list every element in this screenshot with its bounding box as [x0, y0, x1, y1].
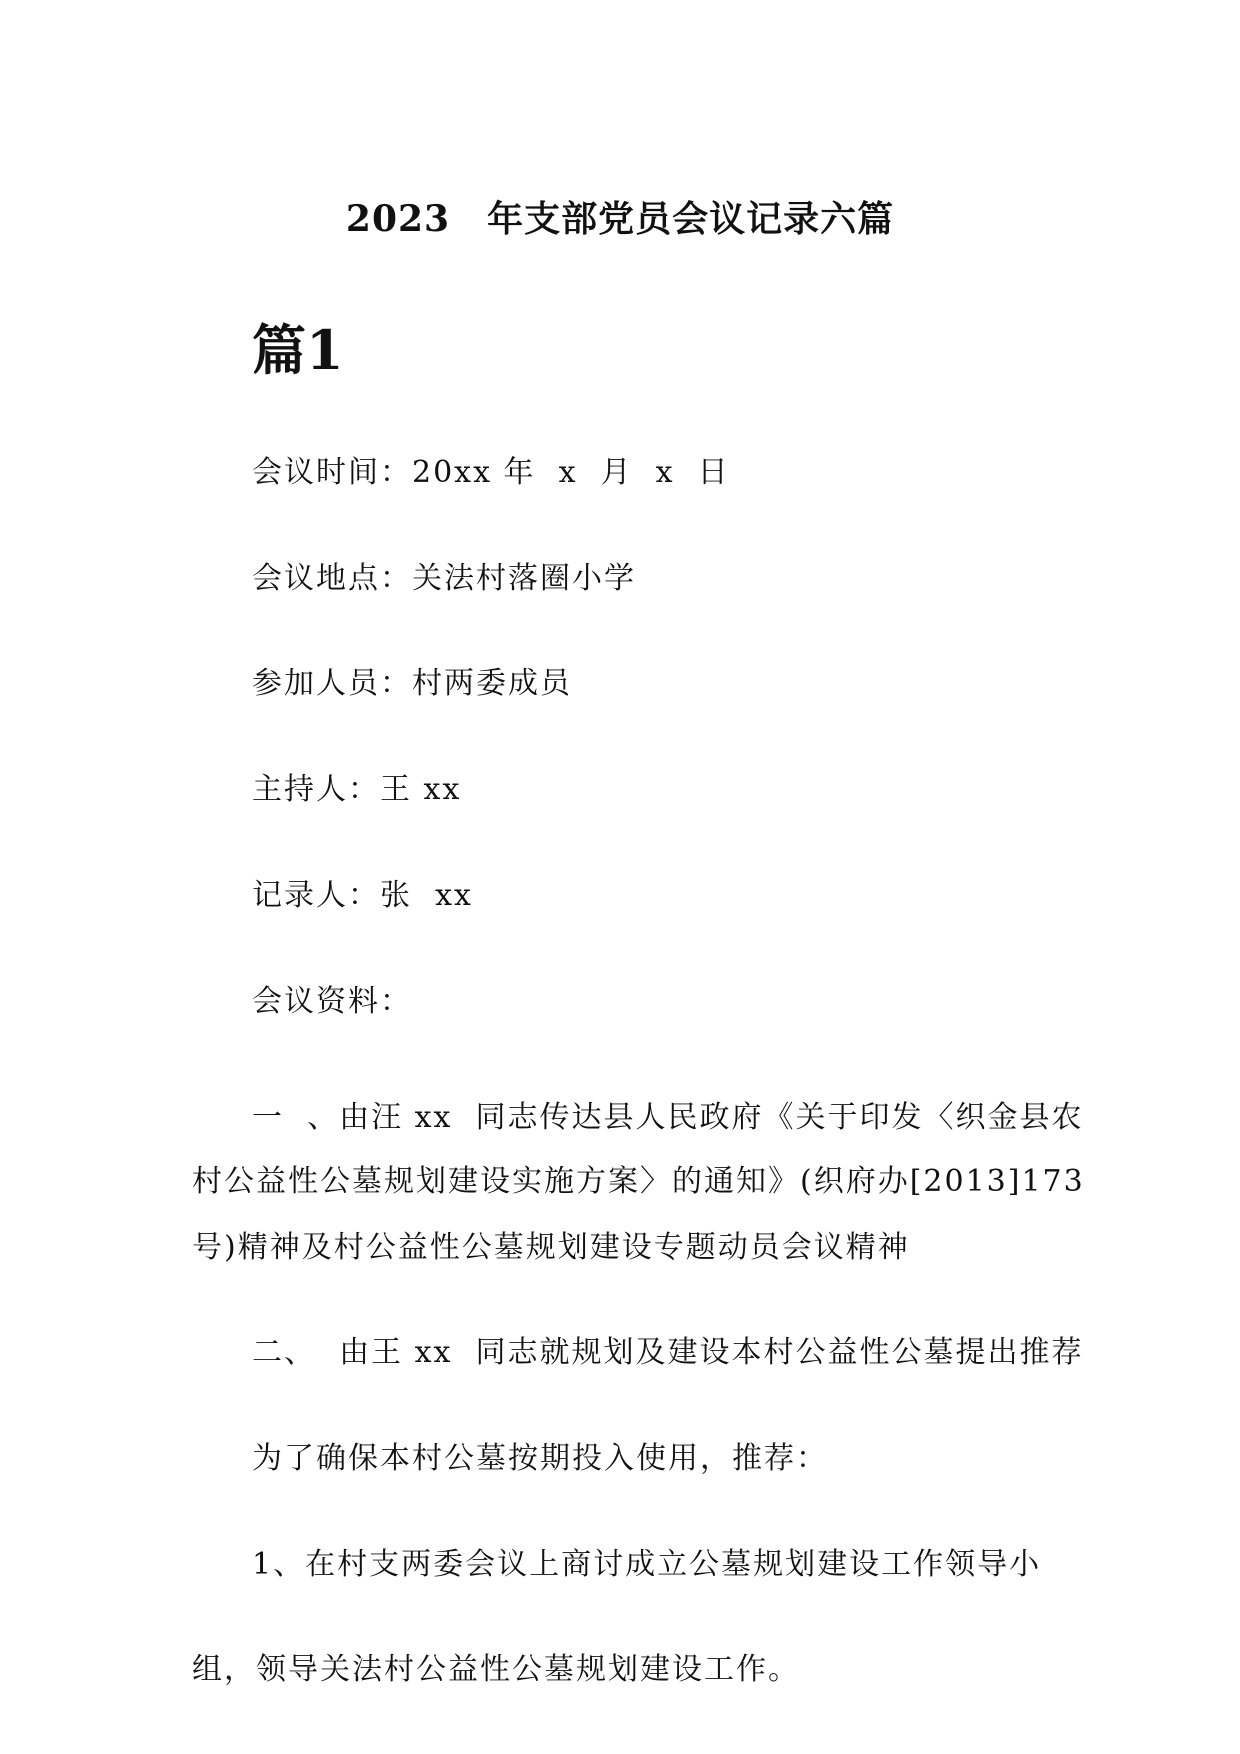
- paragraph-2: 二、 由王 xx 同志就规划及建设本村公益性公墓提出推荐: [252, 1335, 1084, 1370]
- meeting-materials-label: 会议资料：: [252, 984, 412, 1019]
- meeting-host: 主持人：王 xx: [252, 772, 462, 807]
- meeting-time: 会议时间：20xx 年 x 月 x 日: [252, 455, 730, 490]
- meeting-recorder: 记录人：张 xx: [252, 878, 473, 913]
- meeting-attendees: 参加人员：村两委成员: [252, 666, 572, 701]
- paragraph-1-line-2: 村公益性公墓规划建设实施方案〉的通知》(织府办[2013]173: [192, 1164, 1085, 1199]
- section-heading: 篇1: [252, 318, 344, 382]
- paragraph-1-line-1: 一 、由汪 xx 同志传达县人民政府《关于印发〈织金县农: [252, 1100, 1084, 1135]
- paragraph-4-line-1: 1、在村支两委会议上商讨成立公墓规划建设工作领导小: [252, 1547, 1042, 1582]
- document-title: 2023 年支部党员会议记录六篇: [345, 198, 895, 240]
- paragraph-3: 为了确保本村公墓按期投入使用，推荐：: [252, 1441, 828, 1476]
- meeting-place: 会议地点：关法村落圈小学: [252, 561, 636, 596]
- paragraph-4-line-2: 组，领导关法村公益性公墓规划建设工作。: [192, 1652, 800, 1687]
- paragraph-1-line-3: 号)精神及村公益性公墓规划建设专题动员会议精神: [192, 1230, 910, 1265]
